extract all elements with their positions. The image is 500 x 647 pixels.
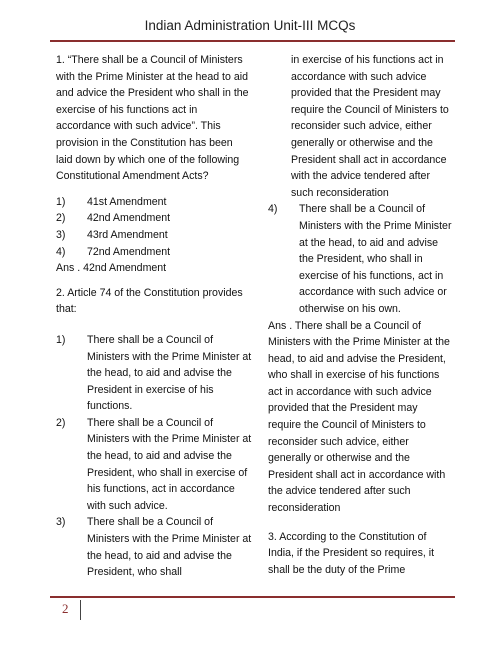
option-3-continued: in exercise of his functions act in accordance with such advice provided that the President may require the Council of Ministers to reconsider such advice, either generally or otherwise and the President shall act in accordance with the advice tendered after such reconsideration: [291, 54, 449, 199]
question-2: 2. Article 74 of the Constitution provides that:: [56, 286, 243, 316]
option-item: 1) There shall be a Council of Ministers with the Prime Minister at the head, to aid and advise the President in exercise of his functions.: [56, 333, 252, 413]
option-item: 3) There shall be a Council of Ministers with the Prime Minister at the head, to aid and advise the President, who shall: [56, 516, 252, 579]
page-header-title: Indian Administration Unit-III MCQs: [144, 18, 356, 33]
question-3: 3. According to the Constitution of India, if the President so requires, it shall be the duty of the Prime: [268, 530, 435, 576]
right-column: [268, 52, 453, 578]
question-2-answer: Ans . There shall be a Council of Ministers with the Prime Minister at the head, to aid and advise the President, who shall in exercise of his functions act in accordance with such advice provided that the President may require the Council of Ministers to reconsider such advice, either generally or otherwise and the President shall act in accordance with the advice tendered after such reconsideration: [268, 319, 450, 515]
option-item: 3) 43rd Amendment: [56, 228, 168, 241]
option-item: 4) There shall be a Council of Ministers with the Prime Minister at the head, to aid and advise the President, who shall in exercise of his functions, act in accordance with such advice or otherwise on his own.: [268, 203, 452, 315]
option-item: 2) There shall be a Council of Ministers with the Prime Minister at the head, to aid and advise the President, who shall in exercise of his functions, act in accordance with such advice.: [56, 416, 252, 512]
question-1-options: [56, 194, 252, 260]
question-2-options-continued: [268, 201, 453, 317]
question-2-options: [56, 332, 252, 581]
left-column: [56, 52, 252, 581]
question-1: 1. “There shall be a Council of Ministers with the Prime Minister at the head to aid and advice the President who shall in the exercise of his functions act in accordance with such advice”. This provision in the Constitution has been laid down by which one of the following Constitutional Amendment Acts?: [56, 54, 249, 183]
option-item: 4) 72nd Amendment: [56, 245, 171, 258]
page-number: 2: [62, 601, 69, 616]
header-divider: [50, 40, 455, 42]
option-item: 1) 41st Amendment: [56, 195, 167, 208]
footer-divider: [50, 596, 455, 598]
footer-separator: [80, 600, 81, 620]
option-item: 2) 42nd Amendment: [56, 212, 171, 225]
question-1-answer: Ans . 42nd Amendment: [56, 262, 167, 275]
